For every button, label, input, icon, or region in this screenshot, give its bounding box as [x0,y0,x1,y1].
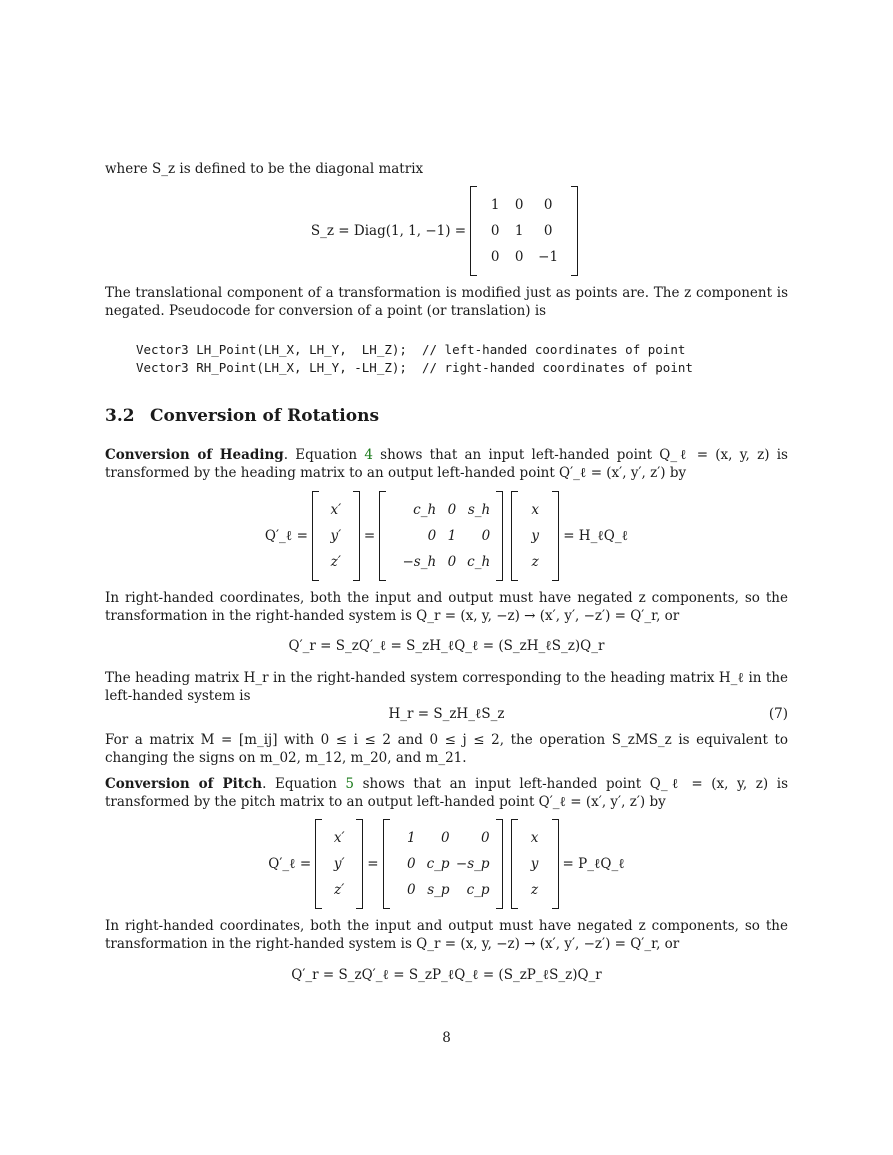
page-number: 8 [442,1030,451,1046]
heading-bold-label: Conversion of Heading [105,447,284,463]
heading-matrix-cell: 0 [447,554,457,570]
equation-heading-rh: Q′_r = S_zQ′_ℓ = S_zH_ℓQ_ℓ = (S_zH_ℓS_z)Q_r [288,638,605,654]
heading-matrix-cell: 0 [447,502,457,518]
sz-matrix-cell: 1 [514,223,524,239]
heading-vec-in-cell: x [531,502,539,518]
heading-matrix-cell: 1 [447,528,457,544]
sz-lhs: S_z = Diag(1, 1, −1) = [310,223,467,239]
heading-vec-in-cell: z [531,554,539,570]
heading-matrix-cell: c_h [413,502,437,518]
sz-matrix-cell: 0 [514,249,524,265]
pitch-matrix-cell: 0 [406,856,416,872]
pitch-vec-out-cell: z′ [334,882,345,898]
section-title: Conversion of Rotations [150,406,380,426]
pitch-matrix-cell: 0 [406,882,416,898]
heading-text-a: . Equation [283,447,365,463]
heading-text-b: shows that an input left-handed point Q_ℓ = (x, y, z) is transformed by the heading matrix to an output left-handed point Q′_ℓ = (x′, y′, z′) by [105,447,788,481]
heading-vec-out-cell: y′ [330,528,342,544]
sz-matrix-cell: 0 [543,223,553,239]
equation-pitch: Q′_ℓ = x′ y′ z′ = 1 0 0 0 c_p −s_p 0 s_p c_p x y z = P_ℓQ_ℓ [105,823,788,905]
sz-matrix-cell: 0 [543,197,553,213]
pitch-matrix-cell: −s_p [455,856,490,872]
heading-vec-out-cell: x′ [330,502,342,518]
pitch-matrix [383,819,503,909]
equation-pitch-rh: Q′_r = S_zQ′_ℓ = S_zP_ℓQ_ℓ = (S_zP_ℓS_z)Q_r [291,967,602,983]
sz-matrix-cell: 0 [490,249,500,265]
paragraph-rh-pitch: In right-handed coordinates, both the input and output must have negated z components, so the transformation in the right-handed system is Q_r = (x, y, −z) → (x′, y′, −z′) = Q′_r, or [105,918,788,952]
pitch-vec-out [315,819,363,909]
sz-matrix-cell: 1 [490,197,500,213]
pitch-vec-out-cell: x′ [333,830,345,846]
pitch-eq-rhs: = P_ℓQ_ℓ [562,856,625,872]
pitch-vec-out-cell: y′ [333,856,345,872]
paragraph-heading-conversion [105,446,788,482]
sz-matrix-cell: 0 [490,223,500,239]
paragraph-pitch-conversion [105,775,788,811]
sz-matrix-cell: −1 [538,249,559,265]
eq7-text: H_r = S_zH_ℓS_z [388,706,505,722]
section-heading [105,406,379,426]
heading-vec-in [511,491,559,581]
paragraph-sz-intro: where S_z is defined to be the diagonal matrix [105,161,424,177]
pitch-matrix-cell: 0 [480,830,490,846]
equation-heading: Q′_ℓ = x′ y′ z′ = c_h 0 s_h 0 1 0 −s_h 0 c_h x y z = H_ℓQ_ℓ [105,495,788,577]
heading-vec-in-cell: y [531,528,539,544]
heading-eq-lhs: Q′_ℓ = [264,528,308,544]
equation-sz-diag [105,191,788,271]
pitch-vec-in-cell: y [530,856,539,872]
eq7-number: (7) [768,706,788,722]
paragraph-translation: The translational component of a transformation is modified just as points are. The z component is negated. Pseudocode for conversion of a point (or translation) is [105,285,788,319]
heading-matrix-cell: 0 [481,528,491,544]
equation-ref-5[interactable]: 5 [345,776,354,792]
pitch-matrix-cell: s_p [427,882,450,898]
pitch-matrix-cell: c_p [426,856,450,872]
heading-matrix [379,491,503,581]
heading-matrix-cell: 0 [427,528,437,544]
code-line-2: Vector3 RH_Point(LH_X, LH_Y, -LH_Z); // right-handed coordinates of point [136,360,693,375]
pitch-bold-label: Conversion of Pitch [105,776,263,792]
sz-matrix [470,186,578,276]
paragraph-heading-matrix: The heading matrix H_r in the right-handed system corresponding to the heading matrix H_ℓ in the left-handed system is [105,670,788,704]
pitch-matrix-cell: c_p [466,882,490,898]
pitch-vec-in-cell: z [530,882,539,898]
equation-7 [105,704,788,724]
paragraph-matrix-m: For a matrix M = [m_ij] with 0 ≤ i ≤ 2 and 0 ≤ j ≤ 2, the operation S_zMS_z is equivalent to changing the signs on m_02, m_12, m_20, and m_21. [105,732,788,766]
sz-matrix-cell: 0 [514,197,524,213]
pitch-vec-in-cell: x [530,830,539,846]
section-number: 3.2 [105,406,135,426]
pitch-text-a: . Equation [262,776,346,792]
heading-eq-rhs: = H_ℓQ_ℓ [563,528,629,544]
pitch-matrix-cell: 0 [440,830,450,846]
heading-matrix-cell: −s_h [402,554,437,570]
heading-matrix-cell: s_h [467,502,491,518]
pitch-matrix-cell: 1 [406,830,416,846]
heading-vec-out [312,491,360,581]
pitch-eq-lhs: Q′_ℓ = [268,856,312,872]
paragraph-rh-heading: In right-handed coordinates, both the input and output must have negated z components, so the transformation in the right-handed system is Q_r = (x, y, −z) → (x′, y′, −z′) = Q′_r, or [105,590,788,624]
heading-matrix-cell: c_h [467,554,491,570]
pitch-text-b: shows that an input left-handed point Q_ℓ = (x, y, z) is transformed by the pitch matrix to an output left-handed point Q′_ℓ = (x′, y′, z′) by [105,776,788,810]
heading-vec-out-cell: z′ [330,554,341,570]
equation-ref-4[interactable]: 4 [364,447,373,463]
pitch-vec-in [511,819,559,909]
code-line-1: Vector3 LH_Point(LH_X, LH_Y, LH_Z); // left-handed coordinates of point [136,342,686,357]
